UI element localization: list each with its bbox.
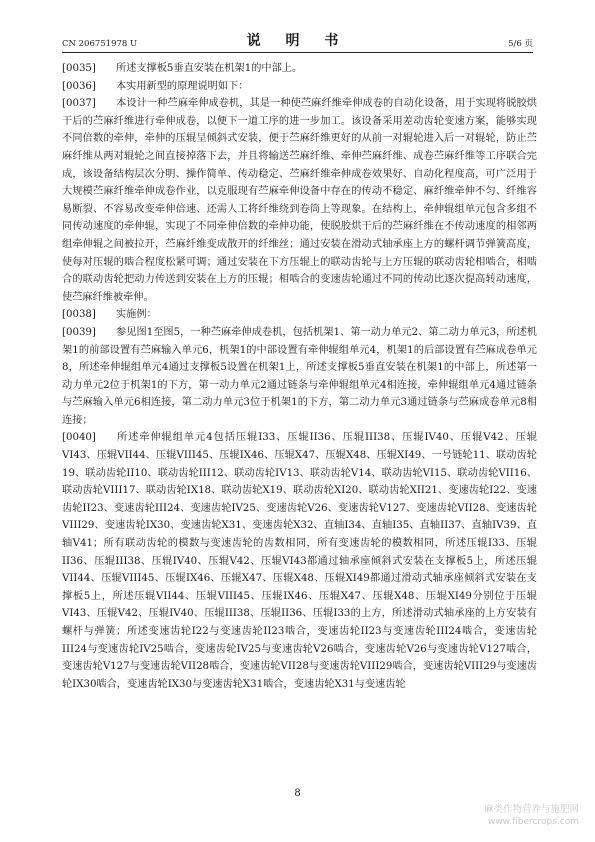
paragraph-0039 bbox=[62, 324, 537, 430]
paragraph-number: [0036] bbox=[62, 80, 96, 92]
paragraph-0036 bbox=[62, 78, 537, 96]
paragraph-0037 bbox=[62, 95, 537, 306]
paragraph-0035 bbox=[62, 60, 537, 78]
page-header bbox=[62, 32, 533, 53]
paragraph-text: 本实用新型的原理说明如下： bbox=[116, 80, 249, 92]
page-of-total: 5/6 页 bbox=[508, 39, 533, 49]
document-title: 说 明 书 bbox=[246, 33, 349, 49]
paragraph-text: 所述支撑板5垂直安装在机架1的中部上。 bbox=[116, 63, 303, 74]
patent-number: CN 206751978 U bbox=[62, 39, 138, 49]
watermark bbox=[484, 804, 579, 828]
paragraph-text: 本设计一种苎麻牵伸成卷机，其是一种使苎麻纤维牵伸成卷的自动化设备，用于实现将脱胶烘干后的苎麻纤维进行牵伸成卷，以便下一道工序的进一步加工。该设备采用差动齿轮变速方案，能够实现不同倍数的牵伸，牵伸的压辊呈倾斜式安装，便于苎麻纤维更好的从前一对辊轮进入后一对辊轮，防止苎麻纤维从两对辊轮之间直接掉落下去，并且将输送苎麻纤维、牵伸苎麻纤维、成卷苎麻纤维等工序联合完成，该设备结构层次分明、操作简单、传动稳定、苎麻纤维牵伸成卷效果好、自动化程度高，可广泛用于大规模苎麻纤维牵伸成卷作业，以克服现有苎麻牵伸设备中存在的传动不稳定、麻纤维牵伸不匀、纤维容易断裂、不容易改变牵伸倍速、还需人工将纤维绕到卷筒上等现象。在结构上，牵伸辊组单元包含多组不同传动速度的牵伸辊，实现了不同牵伸倍数的牵伸功能，使脱胶烘干后的苎麻纤维在不传动速度的相邻两组牵伸辊之间被拉开，苎麻纤维变成散开的纤维丝；通过安装在滑动式轴承座上方的螺杆调节弹簧高度，使每对压辊的啮合程度松紧可调；通过安装在下方压辊上的联动齿轮与上方压辊的联动齿轮相啮合，相啮合的联动齿轮把动力传送到安装在上方的压辊；相啮合的变速齿轮通过不同的传动比逐次提高转动速度，使苎麻纤维被牵伸。 bbox=[62, 98, 537, 303]
paragraph-0040 bbox=[62, 429, 537, 693]
paragraph-text: 所述牵伸辊组单元4包括压辊I33、压辊II36、压辊III38、压辊IV40、压辊V42、压辊VI43、压辊VII44、压辊VIII45、压辊IX46、压辊X47、压辊X48、压辊XI49、一号链轮11、联动齿轮19、联动齿轮II10、联动齿轮III12、联动齿轮IV13、联动齿轮V14、联动齿轮VI15、联动齿轮VII16、联动齿轮VIII17、联动齿轮IX18、联动齿轮X19、联动齿轮XI20、联动齿轮XII21、变速齿轮I22、变速齿轮II23、变速齿轮III24、变速齿轮IV25、变速齿轮V26、变速齿轮V127、变速齿轮VII28、变速齿轮VIII29、变速齿轮IX30、变速齿轮X31、变速齿轮X32、直轴I34、直轴I35、直轴II37、直轴IV39、直轴V41；所有联动齿轮的模数与变速齿轮的齿数相同，所有变速齿轮的模数相同，所述压辊I33、压辊II36、压辊III38、压辊IV40、压辊V42、压辊VI43都通过轴承座倾斜式安装在支撑板5上，所述压辊VII44、压辊VIII45、压辊IX46、压辊X47、压辊X48、压辊XI49都通过滑动式轴承座倾斜式安装在支撑板5上，所述压辊VII44、压辊VIII45、压辊IX46、压辊X47、压辊X48、压辊XI49分别位于压辊VI43、压辊V42、压辊IV40、压辊III38、压辊II36、压辊I33的上方，所述滑动式轴承座的上方安装有螺杆与弹簧；所述变速齿轮I22与变速齿轮II23啮合，变速齿轮II23与变速齿轮III24啮合，变速齿轮III24与变速齿轮IV25啮合，变速齿轮IV25与变速齿轮V26啮合，变速齿轮V26与变速齿轮V127啮合，变速齿轮V127与变速齿轮VII28啮合，变速齿轮VII28与变速齿轮VIII29啮合，变速齿轮VIII29与变速齿轮IX30啮合，变速齿轮IX30与变速齿轮X31啮合，变速齿轮X31与变速齿轮 bbox=[62, 432, 537, 690]
paragraph-number: [0040] bbox=[62, 432, 96, 444]
paragraph-number: [0038] bbox=[62, 309, 96, 321]
watermark-text: 麻类作物营养与施肥网 bbox=[483, 804, 579, 815]
paragraph-number: [0037] bbox=[62, 98, 96, 110]
paragraph-0038 bbox=[62, 306, 537, 324]
paragraph-text: 参见图1至图5，一种苎麻牵伸成卷机，包括机架1、第一动力单元2、第二动力单元3，所述机架1的前部设置有苎麻输入单元6，机架1的中部设置有牵伸辊组单元4，机架1的后部设置有苎麻成卷单元8，所述牵伸辊组单元4通过支撑板5设置在机架1上，所述支撑板5垂直安装在机架1的中部上，所述第一动力单元2位于机架1的下方，第一动力单元2通过链条与牵伸辊组单元4相连接，牵伸辊组单元4通过链条与苎麻输入单元6相连接，第二动力单元3位于机架1的下方，第二动力单元3通过链条与苎麻成卷单元8相连接； bbox=[62, 326, 537, 426]
paragraph-text: 实施例： bbox=[116, 309, 157, 321]
paragraph-number: [0039] bbox=[62, 326, 96, 338]
watermark-site: www.fibercrops.com bbox=[488, 817, 579, 827]
page-number: 8 bbox=[294, 788, 301, 799]
paragraph-number: [0035] bbox=[62, 63, 96, 74]
document-body bbox=[62, 60, 537, 693]
